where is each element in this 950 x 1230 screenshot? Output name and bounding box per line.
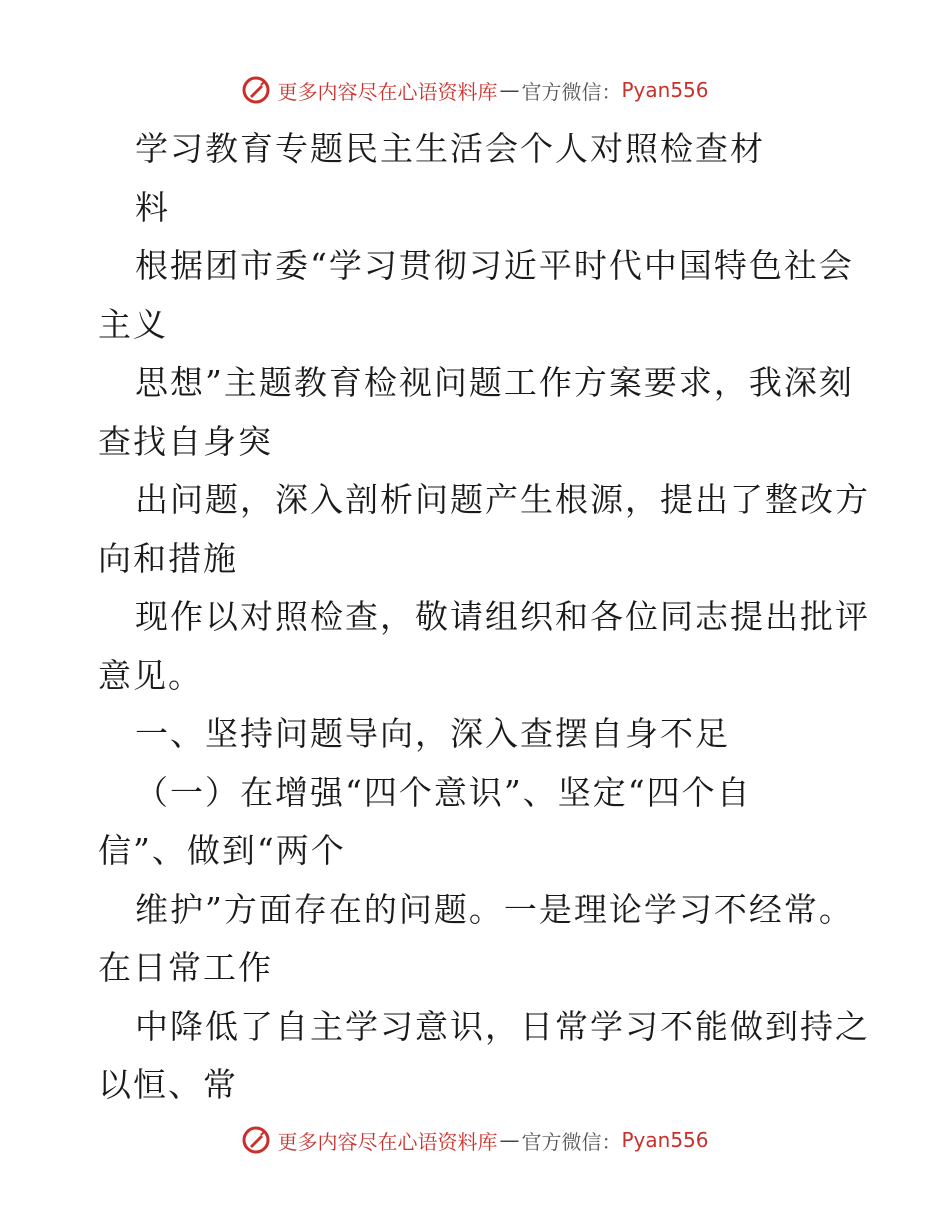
doc-line: 现作以对照检查，敬请组织和各位同志提出批评 [135, 597, 870, 636]
pen-circle-icon [241, 1125, 271, 1155]
subsection-heading: （一）在增强“四个意识”、坚定“四个自 [135, 772, 752, 812]
doc-line: 主义 [98, 304, 168, 344]
doc-line: 向和措施 [98, 538, 238, 578]
watermark-separator: — [499, 1128, 520, 1152]
pen-circle-icon [241, 75, 271, 105]
section-heading: 一、坚持问题导向，深入查摆自身不足 [135, 714, 730, 753]
header-watermark [0, 70, 950, 110]
doc-line: 信”、做到“两个 [98, 831, 346, 870]
doc-line: 思想”主题教育检视问题工作方案要求，我深刻 [135, 363, 854, 402]
doc-title-line-2: 料 [135, 187, 170, 227]
doc-line: 中降低了自主学习意识，日常学习不能做到持之 [135, 1006, 870, 1046]
doc-line: 维护”方面存在的问题。一是理论学习不经常。 [135, 889, 854, 929]
watermark-id: Pyan556 [621, 78, 709, 102]
watermark-label: 官方微信： [521, 1129, 622, 1154]
doc-line: 意见。 [98, 655, 203, 695]
doc-line: 出问题，深入剖析问题产生根源，提出了整改方 [135, 480, 870, 519]
doc-title-line-1: 学习教育专题民主生活会个人对照检查材 [135, 129, 765, 168]
watermark-label: 官方微信： [521, 79, 622, 104]
footer-watermark [0, 1120, 950, 1160]
doc-line: 查找自身突 [98, 421, 273, 461]
document-body [98, 120, 870, 1115]
watermark-id: Pyan556 [621, 1128, 709, 1152]
watermark-text: 更多内容尽在心语资料库 [277, 79, 498, 104]
doc-line: 在日常工作 [98, 948, 273, 987]
doc-line: 以恒、常 [98, 1065, 238, 1104]
watermark-text: 更多内容尽在心语资料库 [277, 1129, 498, 1154]
watermark-separator: — [499, 78, 520, 102]
doc-line: 根据团市委“学习贯彻习近平时代中国特色社会 [135, 246, 854, 285]
